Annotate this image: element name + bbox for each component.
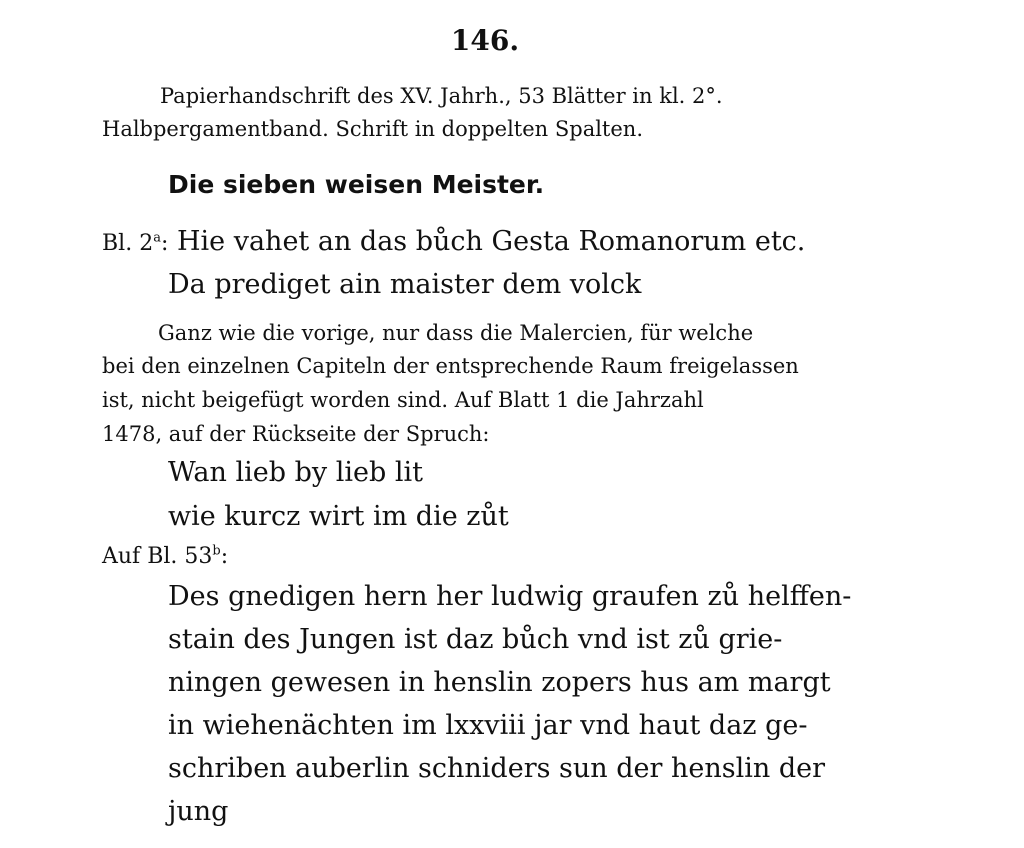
colophon-line-1: Des gnedigen hern her ludwig graufen zů helffen- <box>168 581 852 612</box>
notes-line-4: 1478, auf der Rückseite der Spruch: <box>102 422 490 446</box>
section-heading: Die sieben weisen Meister. <box>168 170 545 199</box>
incipit-text-1: Hie vahet an das bůch Gesta Romanorum etc. <box>176 226 806 257</box>
colophon-line-5: schriben auberlin schniders sun der henslin der <box>168 753 826 784</box>
incipit-line-2: Da prediget ain maister dem volck <box>168 269 642 300</box>
verse-line-2: wie kurcz wirt im die zůt <box>168 501 509 532</box>
colophon-line-3: ningen gewesen in henslin zopers hus am margt <box>168 667 831 698</box>
description-line-2: Halbpergamentband. Schrift in doppelten Spalten. <box>102 117 643 141</box>
description-line-1: Papierhandschrift des XV. Jahrh., 53 Blätter in kl. 2°. <box>160 84 723 108</box>
notes-line-2: bei den einzelnen Capiteln der entsprechende Raum freigelassen <box>102 354 799 378</box>
notes-line-3: ist, nicht beigefügt worden sind. Auf Blatt 1 die Jahrzahl <box>102 388 704 412</box>
colophon-line-4: in wiehenächten im lxxviii jar vnd haut daz ge- <box>168 710 808 741</box>
incipit-ref: Bl. 2$^a$: <box>102 230 169 256</box>
notes-line-1: Ganz wie die vorige, nur dass die Malercien, für welche <box>158 321 754 345</box>
page-number: 146. <box>450 24 520 57</box>
colophon-label: Auf Bl. 53$^b$: <box>102 543 229 569</box>
incipit-line-1 <box>102 220 805 266</box>
colophon-line-2: stain des Jungen ist daz bůch vnd ist zů grie- <box>168 624 783 655</box>
verse-line-1: Wan lieb by lieb lit <box>168 457 423 488</box>
colophon-line-6: jung <box>168 796 229 827</box>
